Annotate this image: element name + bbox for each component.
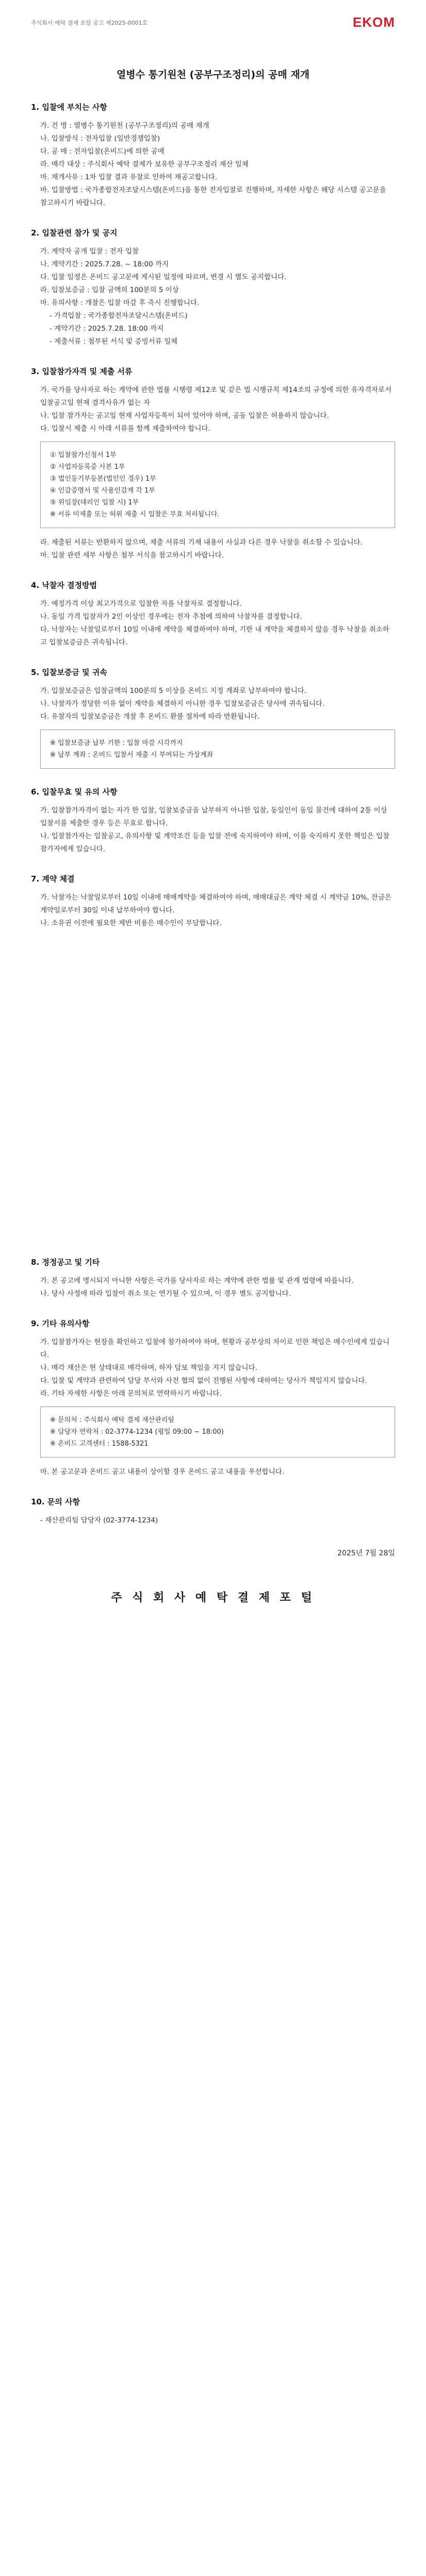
paragraph: 나. 낙찰자가 정당한 이유 없이 계약을 체결하지 아니한 경우 입찰보증금은 당사에 귀속됩니다. — [40, 700, 325, 708]
paragraph: 가. 낙찰자는 낙찰일로부터 10일 이내에 매매계약을 체결하여야 하며, 매매대금은 계약 체결 시 계약금 10%, 잔금은 계약일로부터 30일 이내 납부하여야 합니다. — [40, 893, 391, 914]
paragraph: 마. 본 공고문과 온비드 공고 내용이 상이할 경우 온비드 공고 내용을 우선합니다. — [40, 1468, 285, 1476]
section-1 — [31, 101, 395, 210]
list-item: 가. 건 명 : 열병수 통기원천 (공부구조정리)의 공매 재개 — [40, 122, 209, 130]
paragraph: 나. 당사 사정에 따라 입찰이 취소 또는 연기될 수 있으며, 이 경우 별도 공지합니다. — [40, 1290, 291, 1298]
section-heading: 1. 입찰에 부치는 사항 — [31, 103, 107, 112]
box-item: ④ 인감증명서 및 사용인감계 각 1부 — [50, 487, 155, 495]
section-4 — [31, 580, 395, 649]
section-7 — [31, 873, 395, 930]
list-item: 마. 유의사항 : 개찰은 입찰 마감 후 즉시 진행합니다. — [40, 299, 200, 307]
note-item: - 계약기간 : 2025.7.28. 18:00 까지 — [50, 325, 164, 333]
section-heading: 5. 입찰보증금 및 귀속 — [31, 668, 107, 677]
section-heading: 8. 정정공고 및 기타 — [31, 1258, 100, 1267]
list-item: 다. 입찰 일정은 온비드 공고문에 게시된 일정에 따르며, 변경 시 별도 공지합니다. — [40, 273, 287, 281]
paragraph: 가. 입찰참가자는 현장을 확인하고 입찰에 참가하여야 하며, 현황과 공부상의 차이로 인한 책임은 매수인에게 있습니다. — [40, 1338, 390, 1359]
contact-box — [40, 1406, 395, 1458]
list-item: 다. 공 매 : 전자입찰(온비드)에 의한 공매 — [40, 147, 165, 156]
note-item: - 가격입찰 : 국가종합전자조달시스템(온비드) — [50, 312, 188, 320]
notice-date: 2025년 7월 28일 — [337, 1549, 395, 1557]
box-item: ※ 담당자 연락처 : 02-3774-1234 (평일 09:00 ~ 18:00) — [50, 1428, 224, 1436]
paragraph: - 재산관리팀 담당자 (02-3774-1234) — [40, 1516, 158, 1524]
paragraph: 나. 입찰 참가자는 공고일 현재 사업자등록이 되어 있어야 하며, 공동 입찰은 허용하지 않습니다. — [40, 412, 329, 420]
section-heading: 10. 문의 사항 — [31, 1497, 80, 1506]
list-item: 라. 입찰보증금 : 입찰 금액의 100분의 5 이상 — [40, 286, 179, 294]
paragraph: 가. 입찰참가자격이 없는 자가 한 입찰, 입찰보증금을 납부하지 아니한 입찰, 동일인이 동일 물건에 대하여 2통 이상 입찰서를 제출한 경우 등은 무효로 합니다. — [40, 806, 387, 827]
box-item: ※ 납부 계좌 : 온비드 입찰서 제출 시 부여되는 가상계좌 — [50, 751, 214, 759]
section-8 — [31, 1257, 395, 1300]
section-heading: 9. 기타 유의사항 — [31, 1319, 90, 1328]
box-item: ① 입찰참가신청서 1부 — [50, 451, 117, 459]
paragraph: 다. 입찰 및 계약과 관련하여 담당 부서와 사전 협의 없이 진행된 사항에 대하여는 당사가 책임지지 않습니다. — [40, 1377, 367, 1385]
paragraph: 가. 입찰보증금은 입찰금액의 100분의 5 이상을 온비드 지정 계좌로 납부하여야 합니다. — [40, 687, 307, 695]
section-heading: 3. 입찰참가자격 및 제출 서류 — [31, 367, 133, 376]
box-item: ※ 입찰보증금 납부 기한 : 입찰 마감 시각까지 — [50, 739, 183, 747]
section-2 — [31, 227, 395, 348]
notice-number: 주식회사 예탁 결제 포털 공고 제2025-0001호 — [31, 20, 148, 26]
paragraph: 나. 입찰참가자는 입찰공고, 유의사항 및 계약조건 등을 입찰 전에 숙지하여야 하며, 이를 숙지하지 못한 책임은 입찰참가자에게 있습니다. — [40, 832, 390, 853]
required-documents-box — [40, 442, 395, 528]
section-heading: 6. 입찰무효 및 유의 사항 — [31, 787, 118, 796]
document-title: 열병수 통기원천 (공부구조정리)의 공매 재개 — [116, 69, 310, 80]
section-9 — [31, 1318, 395, 1479]
company-logo: EKOM — [353, 14, 395, 30]
list-item: 나. 계약기간 : 2025.7.28. ~ 18:00 까지 — [40, 260, 169, 268]
paragraph: 나. 동일 가격 입찰자가 2인 이상인 경우에는 전자 추첨에 의하여 낙찰자를 결정합니다. — [40, 613, 302, 621]
box-item: ※ 문의처 : 주식회사 예탁 결제 재산관리팀 — [50, 1416, 174, 1424]
list-item: 마. 재개사유 : 1차 입찰 결과 유찰로 인하여 재공고합니다. — [40, 173, 217, 181]
paragraph: 나. 소유권 이전에 필요한 제반 비용은 매수인이 부담합니다. — [40, 919, 222, 927]
box-item: ※ 서류 미제출 또는 허위 제출 시 입찰은 무효 처리됩니다. — [50, 511, 220, 518]
paragraph: 다. 낙찰자는 낙찰일로부터 10일 이내에 계약을 체결하여야 하며, 기한 내 계약을 체결하지 않을 경우 낙찰을 취소하고 입찰보증금은 귀속됩니다. — [40, 625, 389, 647]
section-3 — [31, 366, 395, 562]
section-5 — [31, 667, 395, 769]
section-heading: 7. 계약 체결 — [31, 874, 75, 884]
paragraph: 라. 제출된 서류는 반환하지 않으며, 제출 서류의 기재 내용이 사실과 다른 경우 낙찰을 취소할 수 있습니다. — [40, 538, 363, 547]
paragraph: 가. 국가를 당사자로 하는 계약에 관한 법률 시행령 제12조 및 같은 법 시행규칙 제14조의 규정에 의한 유자격자로서 입찰공고일 현재 결격사유가 없는 자 — [40, 386, 392, 407]
section-heading: 4. 낙찰자 결정방법 — [31, 581, 97, 590]
company-name: 주 식 회 사 예 탁 결 제 포 털 — [111, 1591, 315, 1604]
section-6 — [31, 786, 395, 856]
document-body — [31, 21, 395, 1605]
blank-space — [31, 930, 395, 1239]
paragraph: 라. 기타 자세한 사항은 아래 문의처로 연락하시기 바랍니다. — [40, 1389, 222, 1398]
section-10 — [31, 1496, 395, 1527]
box-item: ※ 온비드 고객센터 : 1588-5321 — [50, 1440, 149, 1448]
box-item: ⑤ 위임장(대리인 입찰 시) 1부 — [50, 499, 139, 506]
section-heading: 2. 입찰관련 참가 및 공지 — [31, 228, 118, 238]
paragraph: 가. 예정가격 이상 최고가격으로 입찰한 자를 낙찰자로 결정합니다. — [40, 600, 242, 608]
paragraph: 가. 본 공고에 명시되지 아니한 사항은 국가를 당사자로 하는 계약에 관한 법률 및 관계 법령에 따릅니다. — [40, 1277, 354, 1285]
paragraph: 다. 입찰서 제출 시 아래 서류를 함께 제출하여야 합니다. — [40, 425, 210, 433]
paragraph: 다. 유찰자의 입찰보증금은 개찰 후 온비드 환불 절차에 따라 반환됩니다. — [40, 713, 260, 721]
deposit-info-box — [40, 730, 395, 769]
note-item: - 제출서류 : 첨부된 서식 및 증빙서류 일체 — [50, 337, 178, 346]
box-item: ② 사업자등록증 사본 1부 — [50, 463, 125, 471]
box-item: ③ 법인등기부등본(법인인 경우) 1부 — [50, 475, 156, 483]
list-item: 라. 매각 대상 : 주식회사 예탁 결제가 보유한 공부구조정리 재산 일체 — [40, 160, 249, 168]
paragraph: 마. 입찰 관련 세부 사항은 첨부 서식을 참고하시기 바랍니다. — [40, 551, 224, 560]
list-item: 바. 입찰방법 : 국가종합전자조달시스템(온비드)을 통한 전자입찰로 진행하며, 자세한 사항은 해당 시스템 공고문을 참고하시기 바랍니다. — [40, 186, 386, 207]
paragraph: 나. 매각 재산은 현 상태대로 매각하며, 하자 담보 책임을 지지 않습니다. — [40, 1364, 257, 1372]
list-item: 가. 계약자 공개 입찰 : 전자 입찰 — [40, 247, 139, 256]
list-item: 나. 입찰방식 : 전자입찰 (일반경쟁입찰) — [40, 134, 160, 143]
